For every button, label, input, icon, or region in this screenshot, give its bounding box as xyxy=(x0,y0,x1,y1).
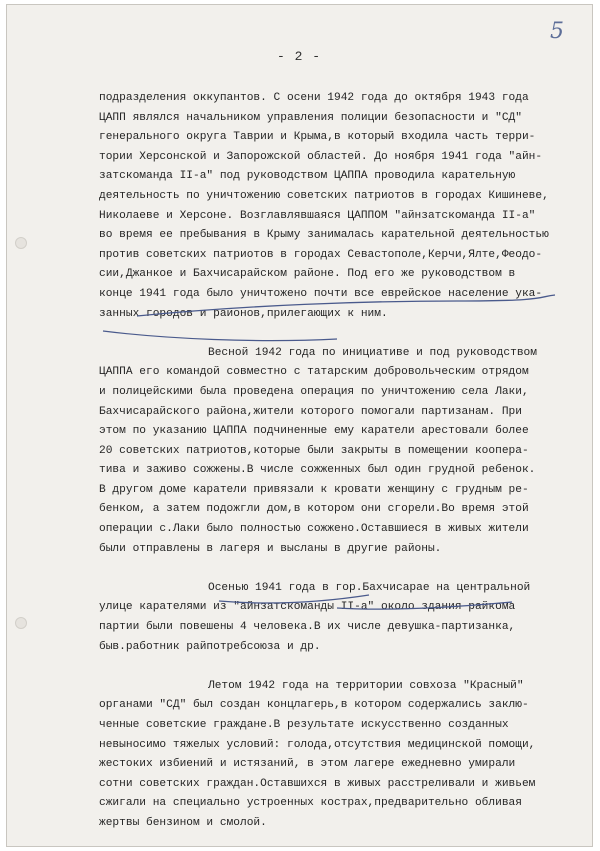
text-line: во время ее пребывания в Крыму занималась карательной деятельностью xyxy=(99,229,549,242)
paragraph xyxy=(99,677,575,834)
punch-hole xyxy=(15,617,27,629)
text-line: Бахчисарайского района,жители которого помогали партизанам. При xyxy=(99,405,522,418)
text-line: улице карателями из "айнзатскоманды II-а" около здания райкома xyxy=(99,601,516,614)
text-line: этом по указанию ЦАППА подчиненные ему каратели арестовали более xyxy=(99,425,529,438)
text-line: сжигали на специально устроенных кострах,предварительно обливая xyxy=(99,797,522,810)
text-line: сии,Джанкое и Бахчисарайском районе. Под его же руководством в xyxy=(99,268,516,281)
text-line: деятельность по уничтожению советских патриотов в городах Кишиневе, xyxy=(99,189,549,202)
paragraph-gap xyxy=(99,559,575,579)
text-line: и полицейскими была проведена операция по уничтожению села Лаки, xyxy=(99,385,529,398)
text-line: конце 1941 года было уничтожено почти все еврейское население ука- xyxy=(99,287,543,300)
text-line: были отправлены в лагеря и высланы в другие районы. xyxy=(99,542,442,555)
text-line: быв.работник райпотребсоюза и др. xyxy=(99,640,321,653)
paragraph xyxy=(99,344,575,560)
text-line: невыносимо тяжелых условий: голода,отсутствия медицинской помощи, xyxy=(99,738,536,751)
text-line: Весной 1942 года по инициативе и под руководством xyxy=(208,346,537,359)
text-line: партии были повешены 4 человека.В их числе девушка-партизанка, xyxy=(99,621,516,634)
text-line: затскоманда II-а" под руководством ЦАППА проводила карательную xyxy=(99,170,516,183)
punch-hole xyxy=(15,237,27,249)
text-line: Летом 1942 года на территории совхоза "Красный" xyxy=(208,679,524,692)
paragraph xyxy=(99,579,575,657)
text-line: ЦАПП являлся начальником управления полиции безопасности и "СД" xyxy=(99,111,522,124)
text-line: бенком, а затем подожгли дом,в котором они сгорели.Во время этой xyxy=(99,503,529,516)
text-line: Николаеве и Херсоне. Возглавлявшаяся ЦАППОМ "айнзатскоманда II-а" xyxy=(99,209,536,222)
text-line: жертвы бензином и смолой. xyxy=(99,816,267,829)
text-line: против советских патриотов в городах Севастополе,Керчи,Ялте,Феодо- xyxy=(99,248,543,261)
text-line: тории Херсонской и Запорожской областей. До ноября 1941 года "айн- xyxy=(99,150,543,163)
text-line: тива и заживо сожжены.В числе сожженных был один грудной ребенок. xyxy=(99,464,536,477)
text-line: сотни советских граждан.Оставшихся в живых расстреливали и живьем xyxy=(99,777,536,790)
text-line: Осенью 1941 года в гор.Бахчисарае на центральной xyxy=(208,581,531,594)
text-line: ченные советские граждане.В результате искусственно созданных xyxy=(99,719,509,731)
text-line: подразделения оккупантов. С осени 1942 года до октября 1943 года xyxy=(99,92,529,104)
paragraph xyxy=(99,89,575,324)
text-line: 20 советских патриотов,которые были закрыты в помещении коопера- xyxy=(99,444,529,457)
text-line: жестоких избиений и истязаний, в этом лагере ежедневно умирали xyxy=(99,758,516,771)
paragraph-gap xyxy=(99,657,575,677)
handwritten-page-mark: 5 xyxy=(550,19,564,44)
document-body xyxy=(99,89,575,834)
text-line: генерального округа Таврии и Крыма,в который входила часть терри- xyxy=(99,131,536,144)
text-line: В другом доме каратели привязали к кровати женщину с грудным ре- xyxy=(99,483,529,496)
text-line: органами "СД" был создан концлагерь,в котором содержались заклю- xyxy=(99,699,529,712)
page-number: - 2 - xyxy=(276,49,321,64)
paragraph-gap xyxy=(99,324,575,344)
text-line: операции с.Лаки было полностью сожжено.Оставшиеся в живых жители xyxy=(99,523,529,536)
text-line: занных городов и районов,прилегающих к ним. xyxy=(99,307,388,320)
text-line: ЦАППА его командой совместно с татарским добровольческим отрядом xyxy=(99,366,529,379)
document-page xyxy=(6,4,593,847)
